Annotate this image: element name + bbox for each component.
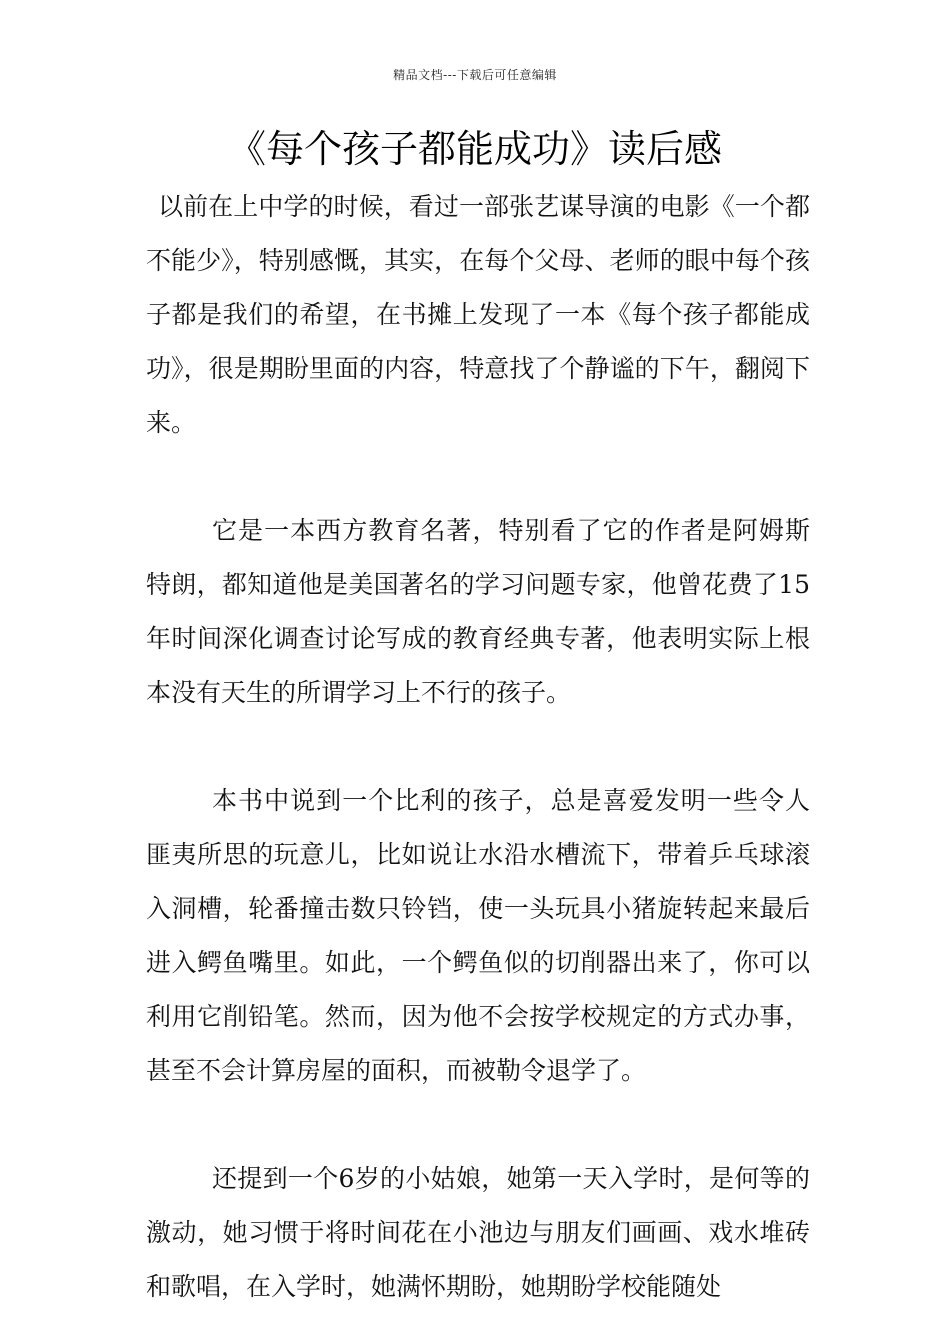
paragraph-2: 它是一本西方教育名著，特别看了它的作者是阿姆斯特朗，都知道他是美国著名的学习问题专家，他曾花费了15年时间深化调查讨论写成的教育经典专著，他表明实际上根本没有天生的所谓学习上不行的孩子。 [146, 516, 810, 707]
paragraph-1: 以前在上中学的时候，看过一部张艺谋导演的电影《一个都不能少》，特别感慨，其实，在每个父母、老师的眼中每个孩子都是我们的希望，在书摊上发现了一本《每个孩子都能成功》，很是期盼里面的内容，特意找了个静谧的下午，翻阅下来。 [146, 192, 810, 437]
paragraph-gap [146, 1098, 810, 1152]
header-note: 精品文档---下载后可任意编辑 [393, 68, 557, 82]
paragraph-4: 还提到一个6岁的小姑娘，她第一天入学时，是何等的激动，她习惯于将时间花在小池边与朋友们画画、戏水堆砖和歌唱，在入学时，她满怀期盼，她期盼学校能随处 [146, 1164, 810, 1301]
paragraph-gap [146, 450, 810, 504]
paragraph-gap [146, 720, 810, 774]
document-body [146, 180, 810, 1314]
document-title: 《每个孩子都能成功》读后感 [227, 127, 722, 171]
paragraph-3: 本书中说到一个比利的孩子，总是喜爱发明一些令人匪夷所思的玩意儿，比如说让水沿水槽流下，带着乒乓球滚入洞槽，轮番撞击数只铃铛，使一头玩具小猪旋转起来最后进入鳄鱼嘴里。如此，一个鳄鱼似的切削器出来了，你可以利用它削铅笔。然而，因为他不会按学校规定的方式办事，甚至不会计算房屋的面积，而被勒令退学了。 [146, 786, 810, 1085]
